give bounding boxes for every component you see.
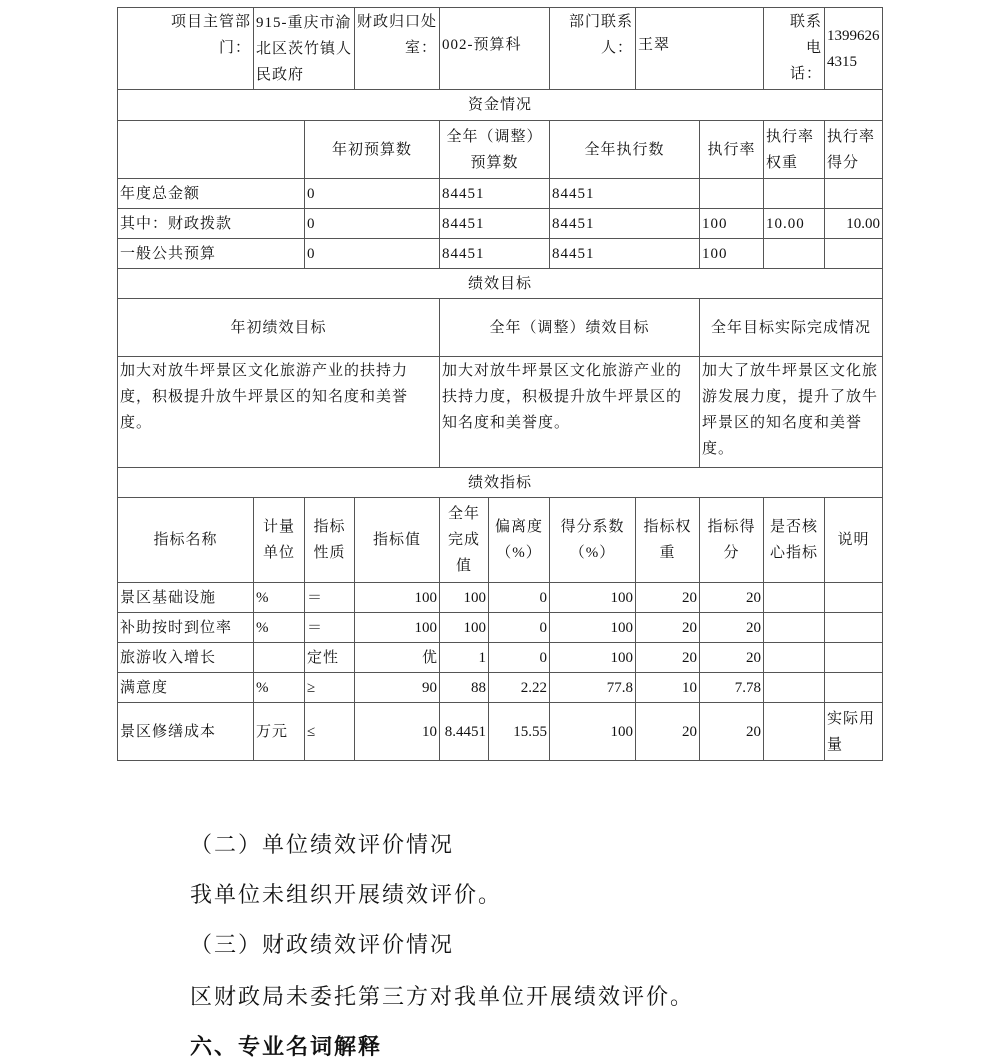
indicator-row bbox=[118, 613, 883, 643]
indicator-cell: 7.78 bbox=[700, 673, 764, 703]
paragraph-unit-evaluation: 我单位未组织开展绩效评价。 bbox=[190, 883, 503, 908]
indicator-cell: 景区修缮成本 bbox=[118, 703, 254, 761]
indicator-cell: 88 bbox=[440, 673, 489, 703]
funds-row bbox=[118, 239, 883, 269]
funds-cell bbox=[825, 179, 883, 209]
funds-cell: 10.00 bbox=[764, 209, 825, 239]
indicators-header-row bbox=[118, 498, 883, 583]
indicator-cell: ＝ bbox=[305, 583, 355, 613]
indicator-header-cell: 是否核心指标 bbox=[764, 498, 825, 583]
funds-col-0 bbox=[118, 121, 305, 179]
indicator-cell bbox=[254, 643, 305, 673]
funds-cell bbox=[764, 239, 825, 269]
indicator-cell: 100 bbox=[440, 613, 489, 643]
funds-col-5: 执行率权重 bbox=[764, 121, 825, 179]
goals-col-2: 全年目标实际完成情况 bbox=[700, 299, 883, 357]
funds-cell bbox=[764, 179, 825, 209]
funds-cell: 0 bbox=[305, 239, 440, 269]
funds-cell: 其中：财政拨款 bbox=[118, 209, 305, 239]
goal-actual: 加大了放牛坪景区文化旅游发展力度，提升了放牛坪景区的知名度和美誉度。 bbox=[700, 357, 883, 468]
contact-value: 王翠 bbox=[636, 8, 764, 90]
indicator-cell: 100 bbox=[355, 583, 440, 613]
section-heading-terms: 六、专业名词解释 bbox=[190, 1035, 383, 1060]
indicator-cell: 8.4451 bbox=[440, 703, 489, 761]
indicator-row bbox=[118, 703, 883, 761]
indicator-cell: 20 bbox=[636, 643, 700, 673]
funds-cell: 100 bbox=[700, 209, 764, 239]
indicator-cell: 15.55 bbox=[489, 703, 550, 761]
indicator-header-cell: 得分系数（%） bbox=[550, 498, 636, 583]
indicator-cell: 100 bbox=[550, 613, 636, 643]
indicator-header-cell: 计量单位 bbox=[254, 498, 305, 583]
goals-col-1: 全年（调整）绩效目标 bbox=[440, 299, 700, 357]
indicator-cell: 10 bbox=[636, 673, 700, 703]
paragraph-finance-evaluation: 区财政局未委托第三方对我单位开展绩效评价。 bbox=[190, 985, 695, 1010]
goals-title: 绩效目标 bbox=[118, 269, 883, 299]
indicator-cell: 20 bbox=[700, 583, 764, 613]
indicator-header-cell: 指标名称 bbox=[118, 498, 254, 583]
funds-title: 资金情况 bbox=[118, 90, 883, 121]
indicator-cell: % bbox=[254, 613, 305, 643]
funds-cell: 10.00 bbox=[825, 209, 883, 239]
funds-header-row bbox=[118, 121, 883, 179]
indicator-cell: 优 bbox=[355, 643, 440, 673]
funds-col-1: 年初预算数 bbox=[305, 121, 440, 179]
section-heading-unit-evaluation: （二）单位绩效评价情况 bbox=[190, 833, 455, 858]
funds-cell: 0 bbox=[305, 179, 440, 209]
indicator-row bbox=[118, 583, 883, 613]
indicator-cell bbox=[825, 583, 883, 613]
funds-cell: 100 bbox=[700, 239, 764, 269]
indicator-cell: 20 bbox=[636, 613, 700, 643]
indicator-header-cell: 指标得分 bbox=[700, 498, 764, 583]
indicator-cell: 90 bbox=[355, 673, 440, 703]
indicator-cell: 万元 bbox=[254, 703, 305, 761]
indicator-cell: ≤ bbox=[305, 703, 355, 761]
office-value: 002-预算科 bbox=[440, 8, 550, 90]
funds-row bbox=[118, 209, 883, 239]
indicator-cell: % bbox=[254, 583, 305, 613]
funds-cell: 一般公共预算 bbox=[118, 239, 305, 269]
indicator-cell: 77.8 bbox=[550, 673, 636, 703]
goal-adjusted: 加大对放牛坪景区文化旅游产业的扶持力度，积极提升放牛坪景区的知名度和美誉度。 bbox=[440, 357, 700, 468]
indicator-cell: 2.22 bbox=[489, 673, 550, 703]
indicator-cell bbox=[764, 643, 825, 673]
funds-cell bbox=[700, 179, 764, 209]
phone-value: 13996264315 bbox=[825, 8, 883, 90]
funds-cell: 84451 bbox=[440, 179, 550, 209]
funds-cell: 84451 bbox=[440, 239, 550, 269]
funds-cell: 84451 bbox=[550, 209, 700, 239]
indicator-cell: 定性 bbox=[305, 643, 355, 673]
goals-header-row bbox=[118, 299, 883, 357]
funds-col-3: 全年执行数 bbox=[550, 121, 700, 179]
indicator-cell bbox=[825, 613, 883, 643]
contact-label: 部门联系人： bbox=[550, 8, 636, 90]
indicator-cell: 20 bbox=[700, 613, 764, 643]
indicator-cell: 10 bbox=[355, 703, 440, 761]
goals-col-0: 年初绩效目标 bbox=[118, 299, 440, 357]
indicator-cell: 20 bbox=[700, 643, 764, 673]
indicator-cell: 20 bbox=[636, 583, 700, 613]
indicator-cell: 100 bbox=[550, 583, 636, 613]
office-label: 财政归口处室： bbox=[355, 8, 440, 90]
funds-cell: 0 bbox=[305, 209, 440, 239]
funds-cell: 年度总金额 bbox=[118, 179, 305, 209]
indicator-header-cell: 偏离度（%） bbox=[489, 498, 550, 583]
funds-cell: 84451 bbox=[440, 209, 550, 239]
indicator-cell: ≥ bbox=[305, 673, 355, 703]
indicator-cell: 补助按时到位率 bbox=[118, 613, 254, 643]
indicator-cell: ＝ bbox=[305, 613, 355, 643]
indicator-cell: % bbox=[254, 673, 305, 703]
indicator-header-cell: 指标性质 bbox=[305, 498, 355, 583]
funds-col-2: 全年（调整）预算数 bbox=[440, 121, 550, 179]
indicator-cell: 景区基础设施 bbox=[118, 583, 254, 613]
indicator-cell: 0 bbox=[489, 613, 550, 643]
indicator-header-cell: 指标权重 bbox=[636, 498, 700, 583]
indicator-cell: 100 bbox=[440, 583, 489, 613]
indicator-cell bbox=[764, 673, 825, 703]
funds-cell: 84451 bbox=[550, 179, 700, 209]
funds-col-6: 执行率得分 bbox=[825, 121, 883, 179]
phone-label: 联系电话： bbox=[764, 8, 825, 90]
indicator-cell: 20 bbox=[636, 703, 700, 761]
indicator-cell bbox=[764, 613, 825, 643]
indicator-header-cell: 说明 bbox=[825, 498, 883, 583]
funds-cell bbox=[825, 239, 883, 269]
section-heading-finance-evaluation: （三）财政绩效评价情况 bbox=[190, 933, 455, 958]
indicator-cell: 满意度 bbox=[118, 673, 254, 703]
dept-value: 915-重庆市渝北区茨竹镇人民政府 bbox=[254, 8, 355, 90]
indicators-title: 绩效指标 bbox=[118, 468, 883, 498]
dept-label: 项目主管部门： bbox=[118, 8, 254, 90]
indicator-cell: 1 bbox=[440, 643, 489, 673]
indicator-cell bbox=[764, 583, 825, 613]
indicator-row bbox=[118, 643, 883, 673]
funds-col-4: 执行率 bbox=[700, 121, 764, 179]
indicator-cell: 20 bbox=[700, 703, 764, 761]
indicator-cell: 0 bbox=[489, 583, 550, 613]
indicator-cell: 旅游收入增长 bbox=[118, 643, 254, 673]
indicator-cell: 实际用量 bbox=[825, 703, 883, 761]
goal-initial: 加大对放牛坪景区文化旅游产业的扶持力度，积极提升放牛坪景区的知名度和美誉度。 bbox=[118, 357, 440, 468]
indicator-cell bbox=[764, 703, 825, 761]
indicator-cell bbox=[825, 673, 883, 703]
indicator-header-cell: 全年完成值 bbox=[440, 498, 489, 583]
header-row bbox=[118, 8, 883, 90]
performance-table bbox=[117, 7, 883, 761]
indicator-cell: 100 bbox=[550, 703, 636, 761]
indicator-row bbox=[118, 673, 883, 703]
funds-row bbox=[118, 179, 883, 209]
indicator-cell: 100 bbox=[355, 613, 440, 643]
indicator-header-cell: 指标值 bbox=[355, 498, 440, 583]
goals-row bbox=[118, 357, 883, 468]
indicator-cell bbox=[825, 643, 883, 673]
indicator-cell: 0 bbox=[489, 643, 550, 673]
funds-cell: 84451 bbox=[550, 239, 700, 269]
indicator-cell: 100 bbox=[550, 643, 636, 673]
